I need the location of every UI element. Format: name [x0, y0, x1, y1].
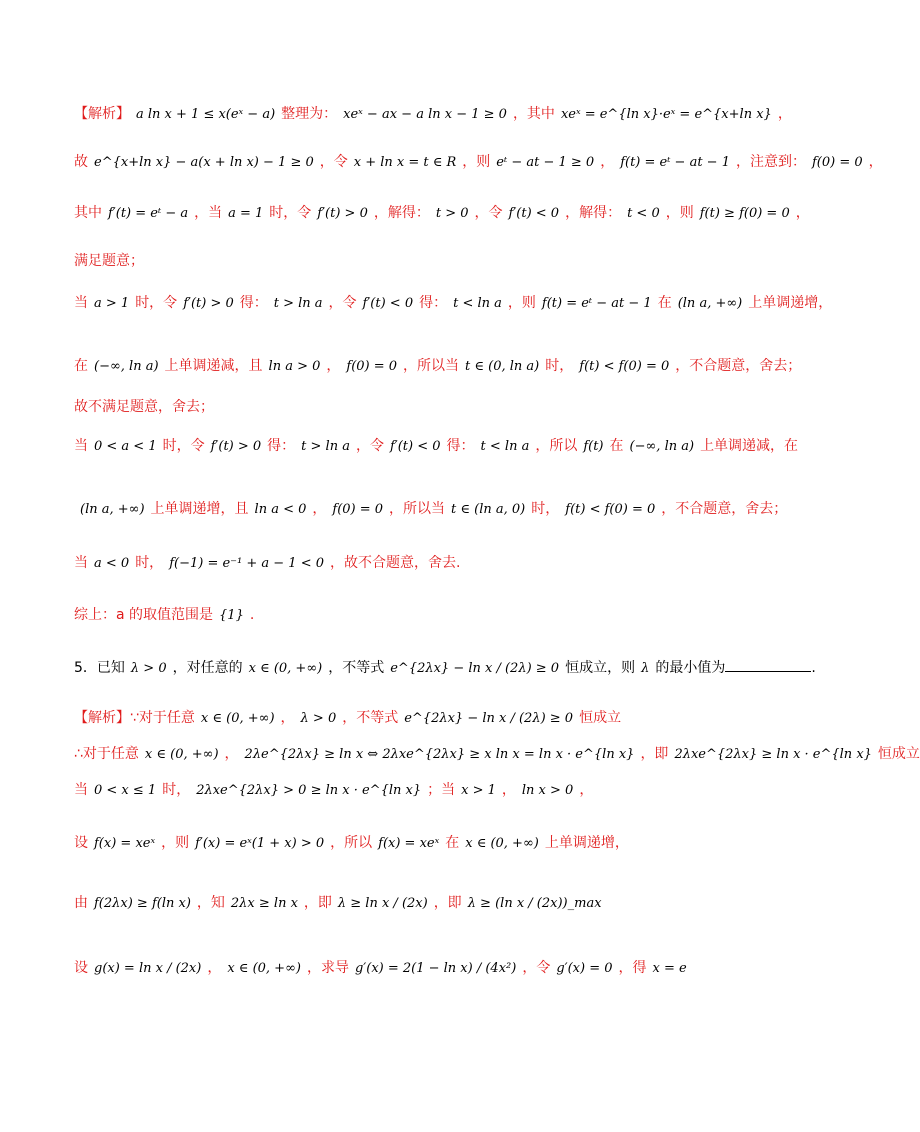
- text-segment: ，: [501, 782, 516, 798]
- math-expression: f′(x) = eˣ(1 + x) > 0: [195, 836, 325, 851]
- math-expression: t < ln a: [453, 296, 502, 311]
- math-expression: ln a > 0: [268, 359, 321, 374]
- math-expression: λ > 0: [300, 711, 337, 726]
- text-segment: ，所以当: [389, 501, 446, 517]
- text-segment: ，故不合题意，舍去.: [330, 555, 461, 571]
- text-segment: ，: [207, 960, 222, 976]
- math-expression: ln a < 0: [254, 502, 307, 517]
- text-line: [74, 780, 740, 801]
- text-segment: ，: [326, 358, 341, 374]
- math-expression: λ > 0: [130, 661, 167, 676]
- text-segment: ，对任意的: [172, 660, 243, 676]
- math-expression: t > 0: [435, 206, 469, 221]
- text-segment: ；当: [427, 782, 456, 798]
- math-expression: t > ln a: [301, 439, 350, 454]
- math-expression: t ∈ (ln a, 0): [451, 502, 526, 517]
- text-segment: 当: [74, 295, 88, 311]
- math-expression: f(t) ≥ f(0) = 0: [699, 206, 790, 221]
- text-segment: 得：: [239, 295, 268, 311]
- text-line: [74, 657, 816, 679]
- text-segment: 上单调递增，: [544, 835, 629, 851]
- text-segment: ，令: [474, 205, 503, 221]
- math-expression: xeˣ − ax − a ln x − 1 ≥ 0: [343, 107, 507, 122]
- text-segment: 时，令: [162, 438, 205, 454]
- text-line: [74, 397, 740, 417]
- math-expression: 2λx ≥ ln x: [230, 896, 298, 911]
- math-expression: x ∈ (0, +∞): [465, 836, 539, 851]
- text-segment: 恒成立: [877, 746, 920, 762]
- text-segment: 由: [74, 895, 88, 911]
- text-segment: 【解析】∵对于任意: [74, 710, 195, 726]
- text-segment: ，不等式: [328, 660, 385, 676]
- text-line: [74, 708, 740, 729]
- text-segment: ，解得：: [565, 205, 622, 221]
- text-segment: 时，: [545, 358, 574, 374]
- text-segment: 恒成立，则: [565, 660, 636, 676]
- math-expression: x + ln x = t ∈ R: [353, 155, 457, 170]
- math-expression: x ∈ (0, +∞): [227, 961, 301, 976]
- math-expression: f(x) = xeˣ: [378, 836, 440, 851]
- text-line: [74, 744, 920, 765]
- math-expression: 0 < a < 1: [94, 439, 157, 454]
- math-expression: f(t) < f(0) = 0: [565, 502, 656, 517]
- text-segment: 时，: [162, 782, 191, 798]
- text-segment: ，不合题意，舍去；: [675, 358, 802, 374]
- math-expression: (−∞, ln a): [629, 439, 695, 454]
- math-expression: g′(x) = 0: [556, 961, 613, 976]
- text-segment: ，所以: [330, 835, 373, 851]
- math-expression: f′(t) < 0: [508, 206, 560, 221]
- text-segment: 在: [74, 358, 88, 374]
- math-expression: (ln a, +∞): [80, 502, 145, 517]
- math-expression: xeˣ = e^{ln x}·eˣ = e^{x+ln x}: [560, 107, 772, 122]
- math-expression: f(t) = eᵗ − at − 1: [620, 155, 730, 170]
- math-expression: t > ln a: [273, 296, 323, 311]
- text-segment: 得：: [419, 295, 448, 311]
- math-expression: λ ≥ (ln x / (2x))_max: [467, 896, 602, 911]
- math-expression: x > 1: [461, 783, 496, 798]
- text-line: [74, 152, 883, 173]
- text-segment: 整理为：: [281, 106, 338, 122]
- text-segment: 上单调递减，在: [700, 438, 799, 454]
- math-expression: t ∈ (0, ln a): [465, 359, 540, 374]
- text-segment: ，不等式: [342, 710, 399, 726]
- text-segment: ，则: [507, 295, 536, 311]
- math-expression: f(−1) = e⁻¹ + a − 1 < 0: [169, 556, 324, 571]
- text-segment: 满足题意；: [74, 253, 144, 269]
- text-segment: ，当: [194, 205, 223, 221]
- math-expression: x ∈ (0, +∞): [248, 661, 323, 676]
- text-segment: 5．已知: [74, 660, 125, 676]
- math-expression: f′(t) > 0: [317, 206, 368, 221]
- text-segment: 设: [74, 835, 88, 851]
- math-expression: e^{2λx} − ln x / (2λ) ≥ 0: [404, 711, 574, 726]
- text-line: [74, 833, 740, 854]
- text-segment: ，: [579, 782, 594, 798]
- text-segment: ，知: [196, 895, 225, 911]
- math-expression: x ∈ (0, +∞): [200, 711, 275, 726]
- text-segment: 上单调递增，且: [150, 501, 249, 517]
- math-expression: (ln a, +∞): [677, 296, 743, 311]
- math-expression: f′(t) > 0: [210, 439, 262, 454]
- math-expression: f′(t) < 0: [389, 439, 441, 454]
- text-segment: 时，: [135, 555, 164, 571]
- text-segment: ，: [280, 710, 295, 726]
- text-segment: ，所以当: [403, 358, 460, 374]
- text-segment: 时，令: [135, 295, 178, 311]
- math-expression: t < 0: [627, 206, 660, 221]
- math-expression: f(0) = 0: [346, 359, 398, 374]
- text-segment: ，: [795, 205, 810, 221]
- math-expression: e^{2λx} − ln x / (2λ) ≥ 0: [390, 661, 560, 676]
- math-expression: a < 0: [94, 556, 130, 571]
- text-segment: ，令: [355, 438, 384, 454]
- text-segment: ，: [600, 154, 615, 170]
- text-segment: ，解得：: [373, 205, 430, 221]
- text-segment: ，即: [433, 895, 462, 911]
- text-line: [74, 293, 833, 314]
- text-segment: ，: [312, 501, 327, 517]
- math-expression: λ ≥ ln x / (2x): [337, 896, 428, 911]
- math-expression: x = e: [652, 961, 687, 976]
- text-segment: 在: [657, 295, 672, 311]
- math-expression: f(0) = 0: [811, 155, 863, 170]
- math-expression: f′(t) > 0: [183, 296, 234, 311]
- math-expression: 2λxe^{2λx} > 0 ≥ ln x · e^{ln x}: [196, 783, 422, 798]
- text-line: [74, 553, 740, 574]
- text-line: [74, 499, 788, 520]
- text-segment: 其中: [74, 205, 102, 221]
- text-segment: ，不合题意，舍去；: [661, 501, 788, 517]
- text-segment: .: [249, 607, 255, 623]
- math-expression: f(2λx) ≥ f(ln x): [94, 896, 191, 911]
- text-segment: 得：: [267, 438, 296, 454]
- math-expression: a = 1: [228, 206, 264, 221]
- text-line: [74, 356, 802, 377]
- text-segment: 上单调递增，: [748, 295, 833, 311]
- text-segment: ，令: [328, 295, 357, 311]
- math-expression: eᵗ − at − 1 ≥ 0: [496, 155, 595, 170]
- text-segment: .: [811, 660, 816, 676]
- math-expression: {1}: [219, 608, 244, 623]
- math-expression: (−∞, ln a): [94, 359, 159, 374]
- text-segment: 当: [74, 782, 88, 798]
- text-segment: ，则: [161, 835, 190, 851]
- text-segment: 故: [74, 154, 88, 170]
- math-expression: f(t) < f(0) = 0: [579, 359, 670, 374]
- math-expression: ln x > 0: [521, 783, 574, 798]
- text-segment: ，: [777, 106, 792, 122]
- text-line: [74, 251, 740, 271]
- math-expression: f(x) = xeˣ: [94, 836, 156, 851]
- text-line: [74, 203, 810, 224]
- text-segment: 得：: [446, 438, 475, 454]
- text-segment: ，求导: [306, 960, 349, 976]
- text-segment: ，注意到：: [735, 154, 806, 170]
- text-line: [74, 893, 740, 914]
- text-segment: ，令: [319, 154, 348, 170]
- math-expression: a ln x + 1 ≤ x(eˣ − a): [136, 107, 276, 122]
- text-segment: ，即: [640, 746, 669, 762]
- text-segment: ，令: [522, 960, 551, 976]
- text-segment: ∴对于任意: [74, 746, 139, 762]
- text-segment: ，则: [462, 154, 491, 170]
- text-segment: ，得: [618, 960, 647, 976]
- text-segment: 时，令: [269, 205, 312, 221]
- answer-blank: [725, 657, 811, 672]
- math-expression: f′(t) < 0: [362, 296, 414, 311]
- text-line: [74, 104, 792, 125]
- text-segment: ，: [868, 154, 883, 170]
- text-segment: 当: [74, 555, 88, 571]
- math-expression: f(t): [583, 439, 604, 454]
- text-segment: 当: [74, 438, 88, 454]
- text-segment: 在: [445, 835, 460, 851]
- text-segment: 上单调递减，且: [164, 358, 263, 374]
- math-expression: g(x) = ln x / (2x): [94, 961, 202, 976]
- math-expression: 2λe^{2λx} ≥ ln x ⇔ 2λxe^{2λx} ≥ x ln x = ln x · e^{ln x}: [244, 747, 635, 762]
- text-segment: 恒成立: [579, 710, 622, 726]
- math-expression: 2λxe^{2λx} ≥ ln x · e^{ln x}: [674, 747, 872, 762]
- text-segment: 在: [609, 438, 624, 454]
- text-segment: 设: [74, 960, 88, 976]
- text-segment: 【解析】: [74, 106, 130, 122]
- text-line: [74, 605, 740, 626]
- math-expression: g′(x) = 2(1 − ln x) / (4x²): [354, 961, 517, 976]
- text-segment: 综上：a 的取值范围是: [74, 607, 214, 623]
- text-line: [74, 436, 799, 457]
- text-segment: ，其中: [512, 106, 555, 122]
- math-expression: f′(t) = eᵗ − a: [108, 206, 189, 221]
- text-segment: 时，: [531, 501, 560, 517]
- math-expression: λ: [641, 661, 650, 676]
- math-expression: t < ln a: [480, 439, 530, 454]
- math-expression: e^{x+ln x} − a(x + ln x) − 1 ≥ 0: [94, 155, 314, 170]
- text-segment: ，则: [665, 205, 694, 221]
- math-expression: a > 1: [94, 296, 130, 311]
- math-expression: f(t) = eᵗ − at − 1: [541, 296, 652, 311]
- text-line: [74, 958, 740, 979]
- text-segment: ，: [224, 746, 239, 762]
- math-expression: x ∈ (0, +∞): [144, 747, 219, 762]
- text-segment: ，即: [303, 895, 332, 911]
- text-segment: 故不满足题意，舍去；: [74, 399, 214, 415]
- text-segment: 的最小值为: [655, 660, 726, 676]
- math-expression: 0 < x ≤ 1: [94, 783, 157, 798]
- text-segment: ，所以: [535, 438, 578, 454]
- math-expression: f(0) = 0: [332, 502, 384, 517]
